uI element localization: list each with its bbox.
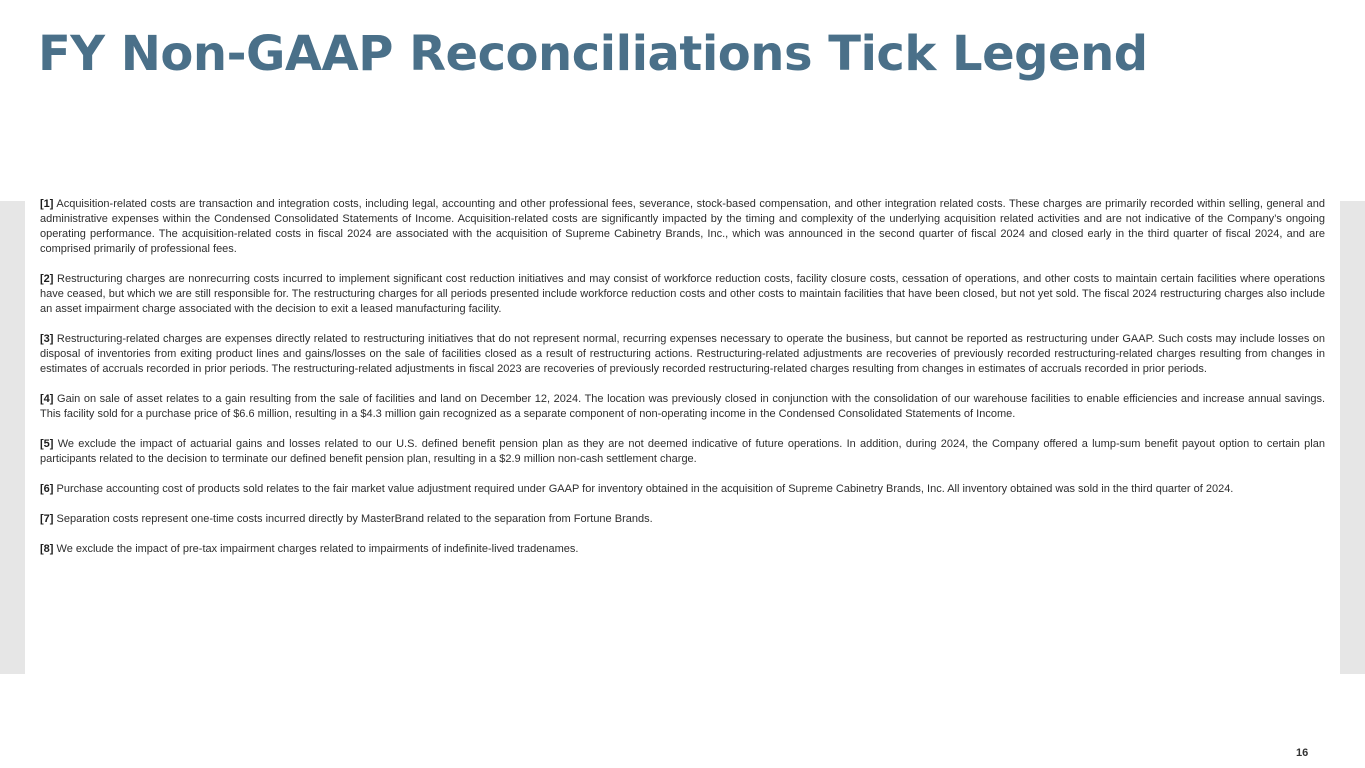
note-text: Gain on sale of asset relates to a gain resulting from the sale of facilities and land on December 12, 2024. The location was previously closed in conjunction with the consolidation of our warehouse facilities to enable efficiencies and increase annual savings. This facility sold for a purchase price of $6.6 million, resulting in a $4.3 million gain recognized as a separate component of non-operating income in the Condensed Consolidated Statements of Income. [40, 393, 1325, 420]
note-text: Purchase accounting cost of products sold relates to the fair market value adjustment required under GAAP for inventory obtained in the acquisition of Supreme Cabinetry Brands, Inc. All inventory obtained was sold in the third quarter of 2024. [56, 483, 1234, 495]
note-marker: [3] [40, 333, 54, 345]
right-side-bar [1340, 201, 1365, 674]
left-side-bar [0, 201, 25, 674]
note-marker: [7] [40, 513, 54, 525]
note-5 [40, 437, 1325, 467]
note-text: Acquisition-related costs are transaction and integration costs, including legal, accounting and other professional fees, severance, stock-based compensation, and other integration related costs. These charges are primarily recorded within selling, general and administrative expenses within the Condensed Consolidated Statements of Income. Acquisition-related costs are significantly impacted by the timing and complexity of the underlying acquisition related activities and are not indicative of the Company’s ongoing operating performance. The acquisition-related costs in fiscal 2024 are associated with the acquisition of Supreme Cabinetry Brands, Inc., which was announced in the second quarter of fiscal 2024 and closed early in the third quarter of fiscal 2024, and are comprised primarily of professional fees. [40, 198, 1326, 255]
note-marker: [1] [40, 198, 54, 210]
note-4 [40, 392, 1325, 422]
note-marker: [5] [40, 438, 54, 450]
note-marker: [4] [40, 393, 54, 405]
tick-legend-notes [40, 197, 1325, 572]
note-text: Restructuring-related charges are expenses directly related to restructuring initiatives that do not represent normal, recurring expenses necessary to operate the business, but cannot be reported as restructuring under GAAP. Such costs may include losses on disposal of inventories from exiting product lines and gains/losses on the sale of facilities closed as a result of restructuring actions. Restructuring-related adjustments are recoveries of previously recorded restructuring-related charges resulting from changes in estimates of accruals recorded in prior periods. The restructuring-related adjustments in fiscal 2023 are recoveries of previously recorded restructuring-related charges resulting from changes in estimates of accruals recorded in prior periods. [40, 333, 1326, 375]
page-title: FY Non-GAAP Reconciliations Tick Legend [38, 26, 1148, 82]
note-text: We exclude the impact of pre-tax impairment charges related to impairments of indefinite-lived tradenames. [56, 543, 579, 555]
note-6 [40, 482, 1325, 497]
note-3 [40, 332, 1325, 377]
note-marker: [6] [40, 483, 54, 495]
note-text: Restructuring charges are nonrecurring costs incurred to implement significant cost reduction initiatives and may consist of workforce reduction costs, facility closure costs, cessation of operations, and other costs to maintain certain facilities where operations have ceased, but which we are still responsible for. The restructuring charges for all periods presented include workforce reduction costs and other costs to maintain facilities that have been closed, but not yet sold. The fiscal 2024 restructuring charges also include an asset impairment charge associated with the decision to exit a leased manufacturing facility. [40, 273, 1325, 315]
note-text: Separation costs represent one-time costs incurred directly by MasterBrand related to the separation from Fortune Brands. [56, 513, 653, 525]
page-number: 16 [1296, 747, 1309, 759]
note-text: We exclude the impact of actuarial gains and losses related to our U.S. defined benefit pension plan as they are not deemed indicative of future operations. In addition, during 2024, the Company offered a lump-sum benefit payout option to certain plan participants related to the decision to terminate our defined benefit pension plan, resulting in a $2.9 million non-cash settlement charge. [40, 438, 1325, 465]
note-7 [40, 512, 1325, 527]
note-2 [40, 272, 1325, 317]
note-1 [40, 197, 1325, 257]
note-marker: [2] [40, 273, 54, 285]
note-8 [40, 542, 1325, 557]
note-marker: [8] [40, 543, 54, 555]
